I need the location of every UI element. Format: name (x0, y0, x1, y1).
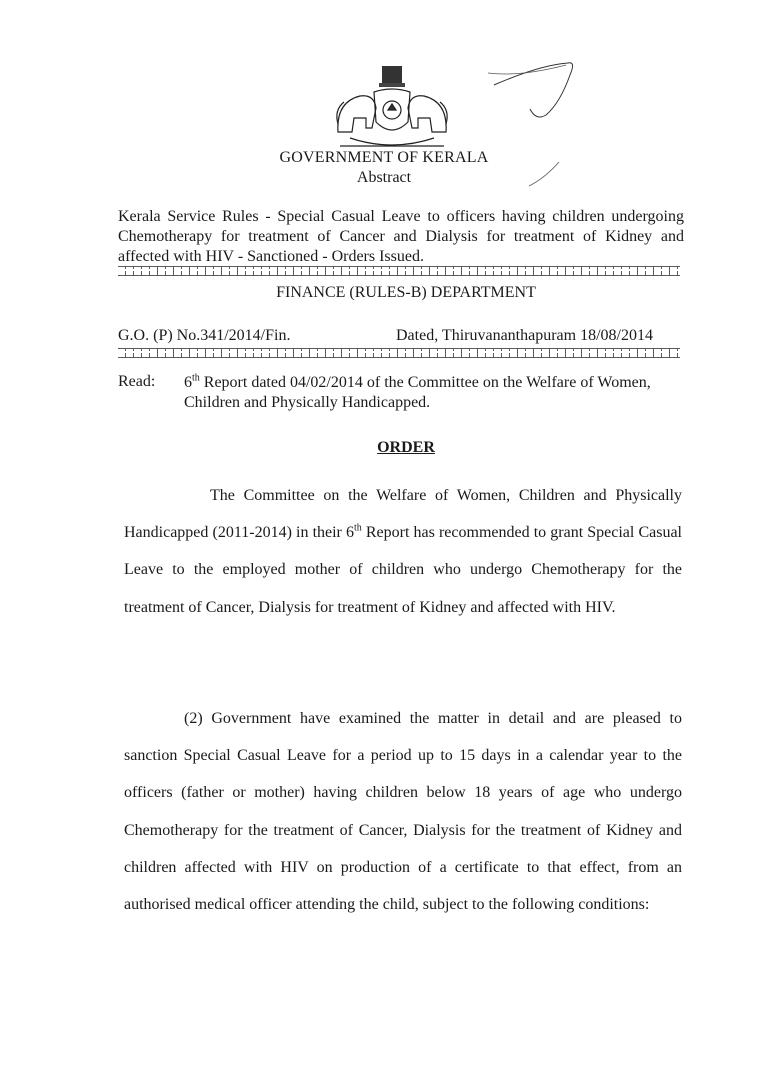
department-title: FINANCE (RULES-B) DEPARTMENT (276, 284, 536, 301)
order-date: Dated, Thiruvananthapuram 18/08/2014 (396, 327, 653, 344)
divider-line (118, 348, 680, 358)
read-reference: 6th Report dated 04/02/2014 of the Committee on the Welfare of Women, Children and Physically Handicapped. (184, 372, 651, 411)
paragraph-1: The Committee on the Welfare of Women, Children and Physically Handicapped (2011-2014) in their 6th Report has recommended to grant Special Casual Leave to the employed mother of children who undergo Chemotherapy for the treatment of Cancer, Dialysis for treatment of Kidney and affected with HIV. (124, 487, 682, 616)
read-label: Read: (118, 373, 156, 390)
paragraph-2: (2) Government have examined the matter in detail and are pleased to sanction Special Casual Leave for a period up to 15 days in a calendar year to the officers (father or mother) having children below 18 years of age who undergo Chemotherapy for the treatment of Cancer, Dialysis for the treatment of Kidney and children affected with HIV on production of a certificate to that effect, from an authorised medical officer attending the child, subject to the following conditions: (124, 710, 682, 914)
order-heading: ORDER (377, 439, 435, 456)
abstract-label: Abstract (356, 169, 412, 186)
government-title: GOVERNMENT OF KERALA (279, 149, 489, 166)
signature-mark-icon (480, 55, 600, 125)
go-number: G.O. (P) No.341/2014/Fin. (118, 327, 291, 344)
divider-line (118, 266, 680, 276)
kerala-state-emblem-icon (330, 62, 454, 150)
subject-text: Kerala Service Rules - Special Casual Leave to officers having children undergoing Chemotherapy for treatment of Cancer and Dialysis for treatment of Kidney and affected with HIV - Sanctioned - Orders Issued. (118, 208, 684, 265)
